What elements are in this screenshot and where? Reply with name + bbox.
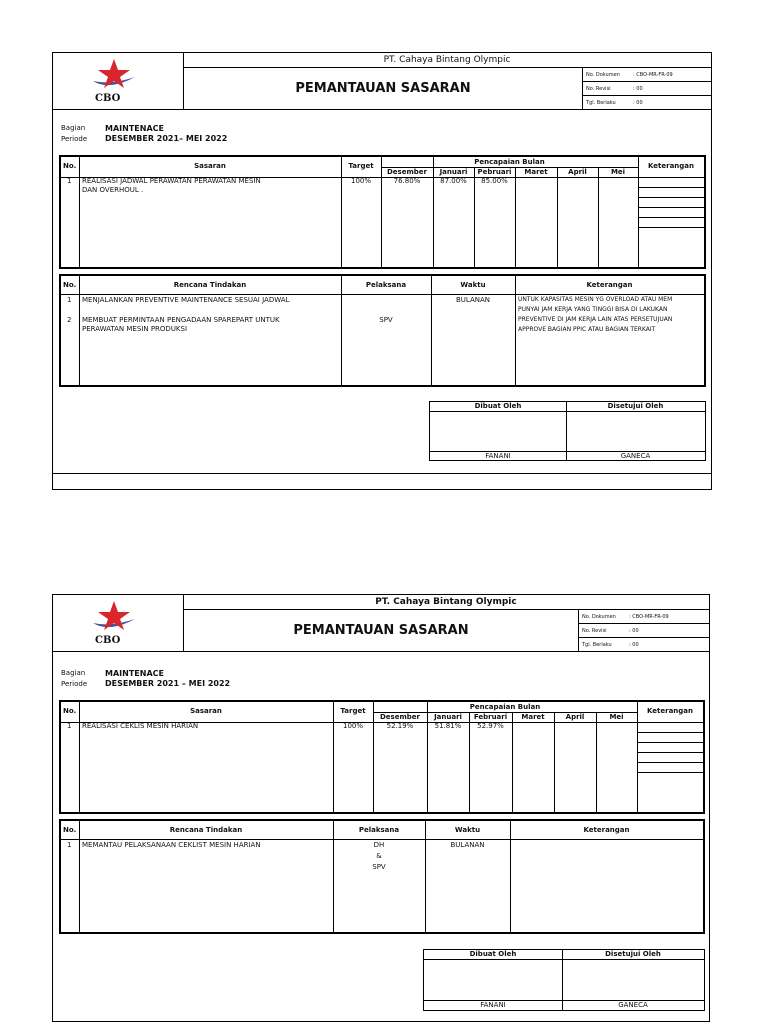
doc-info bbox=[578, 610, 709, 651]
target-value: 100% bbox=[350, 177, 371, 185]
effective-date-row bbox=[579, 638, 709, 652]
effective-date-value: : 00 bbox=[633, 100, 643, 106]
sasaran-line: REALISASI CEKLIS MESIN HARIAN bbox=[82, 722, 199, 730]
doc-number-value: : CBO-MR-FR-09 bbox=[629, 614, 669, 620]
doc-info bbox=[582, 68, 711, 109]
effective-date-label: Tgl. Berlaku bbox=[582, 642, 612, 648]
col-keterangan-header: Keterangan bbox=[586, 281, 633, 289]
keterangan-line: PREVENTIVE DI JAM KERJA LAIN ATAS PERSETUJUAN bbox=[518, 316, 673, 323]
doc-number-row bbox=[579, 610, 709, 624]
sasaran-line: REALISASI JADWAL PERAWATAN PERAWATAN MESIN bbox=[82, 177, 261, 185]
rencana-line: MEMANTAU PELAKSANAAN CEKLIST MESIN HARIAN bbox=[82, 841, 261, 849]
col-pencapaian-header: Pencapaian Bulan bbox=[474, 158, 545, 166]
month-header-februari: Pebruari bbox=[477, 168, 512, 176]
col-no-header: No. bbox=[63, 162, 77, 170]
doc-number-row bbox=[583, 68, 711, 82]
col-rencana-header: Rencana Tindakan bbox=[173, 281, 247, 289]
periode-value: DESEMBER 2021– MEI 2022 bbox=[105, 134, 228, 143]
bagian-value: MAINTENACE bbox=[105, 124, 164, 133]
bagian-label: Bagian bbox=[61, 669, 86, 677]
form-title: PEMANTAUAN SASARAN bbox=[293, 623, 469, 638]
month-header-maret: Maret bbox=[521, 713, 545, 721]
company-name: PT. Cahaya Bintang Olympic bbox=[183, 595, 709, 610]
doc-number-label: No. Dokumen bbox=[582, 614, 616, 620]
revision-value: : 00 bbox=[633, 86, 643, 92]
pelaksana-value: SPV bbox=[379, 316, 393, 324]
revision-row bbox=[579, 624, 709, 638]
dibuat-name: FANANI bbox=[485, 452, 511, 460]
waktu-value: BULANAN bbox=[450, 841, 485, 849]
col-no-header: No. bbox=[63, 826, 77, 834]
company-logo bbox=[53, 595, 184, 651]
periode-value: DESEMBER 2021 – MEI 2022 bbox=[105, 679, 231, 688]
col-pencapaian-header: Pencapaian Bulan bbox=[469, 703, 541, 711]
disetujui-label: Disetujui Oleh bbox=[605, 950, 661, 958]
month-header-maret: Maret bbox=[524, 168, 548, 176]
sasaran-table bbox=[59, 700, 705, 814]
col-sasaran-header: Sasaran bbox=[194, 162, 226, 170]
row-no: 1 bbox=[67, 841, 72, 849]
waktu-value: BULANAN bbox=[455, 296, 491, 304]
col-keterangan-header: Keterangan bbox=[647, 162, 695, 170]
logo-text: CBO bbox=[95, 93, 121, 104]
month-header-desember: Desember bbox=[380, 713, 420, 721]
doc-number-value: : CBO-MR-FR-09 bbox=[633, 72, 673, 78]
col-target-header: Target bbox=[348, 162, 374, 170]
row-no: 1 bbox=[67, 177, 72, 185]
form-title: PEMANTAUAN SASARAN bbox=[295, 81, 471, 96]
col-rencana-header: Rencana Tindakan bbox=[169, 826, 243, 834]
month-header-april: April bbox=[568, 168, 587, 176]
col-target-header: Target bbox=[340, 707, 366, 715]
col-keterangan-header: Keterangan bbox=[583, 826, 630, 834]
row-no: 2 bbox=[67, 316, 72, 324]
disetujui-label: Disetujui Oleh bbox=[607, 402, 664, 410]
col-waktu-header: Waktu bbox=[460, 281, 486, 289]
dibuat-name: FANANI bbox=[480, 1001, 506, 1009]
form-1 bbox=[52, 52, 712, 490]
dibuat-label: Dibuat Oleh bbox=[474, 402, 522, 410]
pelaksana-line: & bbox=[376, 852, 382, 860]
star-logo-icon bbox=[89, 599, 139, 637]
value-januari: 87.00% bbox=[440, 177, 467, 185]
target-value: 100% bbox=[342, 722, 363, 730]
value-februari: 52.97% bbox=[477, 722, 504, 730]
bagian-value: MAINTENACE bbox=[105, 669, 164, 678]
form-header bbox=[53, 53, 711, 110]
value-desember: 52.19% bbox=[386, 722, 414, 730]
month-header-februari: Februari bbox=[473, 713, 508, 721]
col-pelaksana-header: Pelaksana bbox=[365, 281, 407, 289]
rencana-table bbox=[59, 819, 705, 934]
row-no: 1 bbox=[67, 296, 72, 304]
value-februari: 85.00% bbox=[481, 177, 508, 185]
col-no-header: No. bbox=[63, 281, 77, 289]
effective-date-row bbox=[583, 96, 711, 110]
month-header-januari: Januari bbox=[434, 713, 462, 721]
form-header bbox=[53, 595, 709, 652]
sasaran-table bbox=[59, 155, 706, 269]
month-header-mei: Mei bbox=[609, 713, 624, 721]
keterangan-line: UNTUK KAPASITAS MESIN YG OVERLOAD ATAU MEM bbox=[518, 296, 673, 303]
value-desember: 76.80% bbox=[393, 177, 421, 185]
col-sasaran-header: Sasaran bbox=[190, 707, 222, 715]
bagian-label: Bagian bbox=[61, 124, 86, 132]
logo-text: CBO bbox=[95, 635, 121, 646]
effective-date-value: : 00 bbox=[629, 642, 639, 648]
revision-row bbox=[583, 82, 711, 96]
month-header-april: April bbox=[565, 713, 585, 721]
signature-box bbox=[423, 949, 705, 1011]
month-header-januari: Januari bbox=[439, 168, 468, 176]
effective-date-label: Tgl. Berlaku bbox=[586, 100, 616, 106]
periode-label: Periode bbox=[61, 680, 88, 688]
periode-label: Periode bbox=[61, 135, 88, 143]
rencana-table bbox=[59, 274, 706, 387]
pelaksana-line: SPV bbox=[372, 863, 386, 871]
keterangan-line: APPROVE BAGIAN PPIC ATAU BAGIAN TERKAIT bbox=[518, 326, 656, 333]
value-januari: 51.81% bbox=[434, 722, 462, 730]
col-waktu-header: Waktu bbox=[454, 826, 481, 834]
star-logo-icon bbox=[89, 57, 139, 95]
col-no-header: No. bbox=[63, 707, 77, 715]
row-no: 1 bbox=[67, 722, 72, 730]
company-name: PT. Cahaya Bintang Olympic bbox=[183, 53, 711, 68]
pelaksana-line: DH bbox=[373, 841, 385, 849]
company-logo bbox=[53, 53, 184, 109]
signature-box bbox=[429, 401, 706, 461]
rencana-line: MEMBUAT PERMINTAAN PENGADAAN SPAREPART UNTUK bbox=[82, 316, 280, 324]
revision-label: No. Revisi bbox=[586, 86, 611, 92]
revision-value: : 00 bbox=[629, 628, 639, 634]
sasaran-line: DAN OVERHOUL . bbox=[82, 186, 144, 194]
disetujui-name: GANECA bbox=[618, 1001, 648, 1009]
col-keterangan-header: Keterangan bbox=[646, 707, 694, 715]
doc-number-label: No. Dokumen bbox=[586, 72, 620, 78]
rencana-line: MENJALANKAN PREVENTIVE MAINTENANCE SESUAI JADWAL bbox=[82, 296, 290, 304]
rencana-line: PERAWATAN MESIN PRODUKSI bbox=[82, 325, 188, 333]
revision-label: No. Revisi bbox=[582, 628, 607, 634]
month-header-mei: Mei bbox=[610, 168, 626, 176]
form-2 bbox=[52, 594, 710, 1022]
keterangan-line: PUNYAI JAM KERJA YANG TINGGI BISA DI LAKUKAN bbox=[518, 306, 668, 313]
dibuat-label: Dibuat Oleh bbox=[469, 950, 517, 958]
disetujui-name: GANECA bbox=[620, 452, 651, 460]
month-header-desember: Desember bbox=[387, 168, 427, 176]
col-pelaksana-header: Pelaksana bbox=[358, 826, 400, 834]
